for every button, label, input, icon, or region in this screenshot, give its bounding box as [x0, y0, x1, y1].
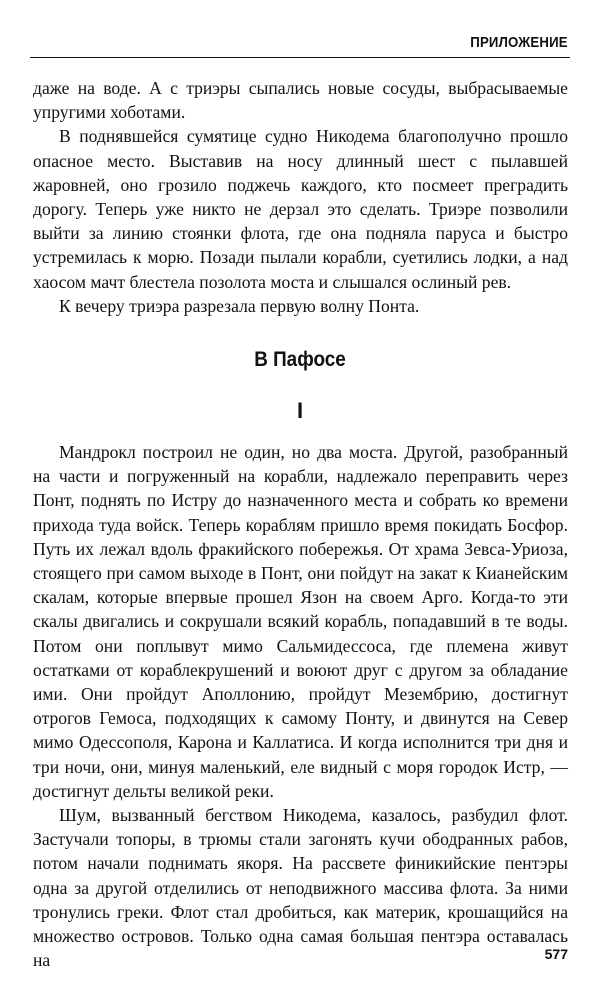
text-block-bottom [33, 440, 568, 972]
paragraph: Шум, вызванный бегством Никодема, казалось, разбудил флот. Застучали топоры, в трюмы стали загонять кучи ободранных рабов, потом начали поднимать якоря. На рассвете финикийские пентэры одна за другой отделились от неподвижного массива флота. За ними тронулись греки. Флот стал дробиться, как материк, крошащийся на множество островов. Только одна самая большая пентэра оставалась на [33, 805, 568, 971]
text-block-top [33, 76, 568, 318]
running-head: ПРИЛОЖЕНИЕ [470, 34, 568, 51]
chapter-title: В Пафосе [254, 348, 346, 371]
header-rule [30, 57, 570, 58]
section-number: I [296, 398, 304, 423]
paragraph: даже на воде. А с триэры сыпались новые сосуды, выбрасываемые упругими хоботами. [33, 78, 568, 123]
page-number: 577 [544, 946, 568, 962]
paragraph: В поднявшейся сумятице судно Никодема благополучно прошло опасное место. Выставив на носу длинный шест с пылавшей жаровней, оно грозило поджечь каждого, кто посмеет преградить дорогу. Теперь уже никто не дерзал это сделать. Триэре позволили выйти за линию стоянки флота, где она подняла паруса и быстро устремилась к морю. Позади пылали корабли, суетились лодки, а над хаосом мачт блестела позолота моста и слышался ослиный рев. [33, 126, 568, 292]
paragraph: Мандрокл построил не один, но два моста. Другой, разобранный на части и погруженный на корабли, надлежало переправить через Понт, поднять по Истру до назначенного места и собрать ко времени прихода туда войск. Теперь кораблям пришло время покидать Босфор. Путь их лежал вдоль фракийского побережья. От храма Зевса-Уриоза, стоящего при самом выходе в Понт, они пойдут на закат к Кианейским скалам, которые впервые прошел Язон на своем Арго. Когда-то эти скалы двигались и сокрушали всякий корабль, попадавший в те воды. Потом они поплывут мимо Сальмидессоса, где племена живут остатками от кораблекрушений и воюют друг с другом за обладание ими. Они пройдут Аполлонию, пройдут Мезембрию, достигнут отрогов Гемоса, подходящих к самому Понту, и двинутся на Север мимо Одессополя, Карона и Каллатиса. И когда исполнится три дня и три ночи, они, минуя маленький, еле видный с моря городок Истр, — достигнут дельты великой реки. [33, 442, 568, 801]
paragraph: К вечеру триэра разрезала первую волну Понта. [59, 295, 420, 316]
